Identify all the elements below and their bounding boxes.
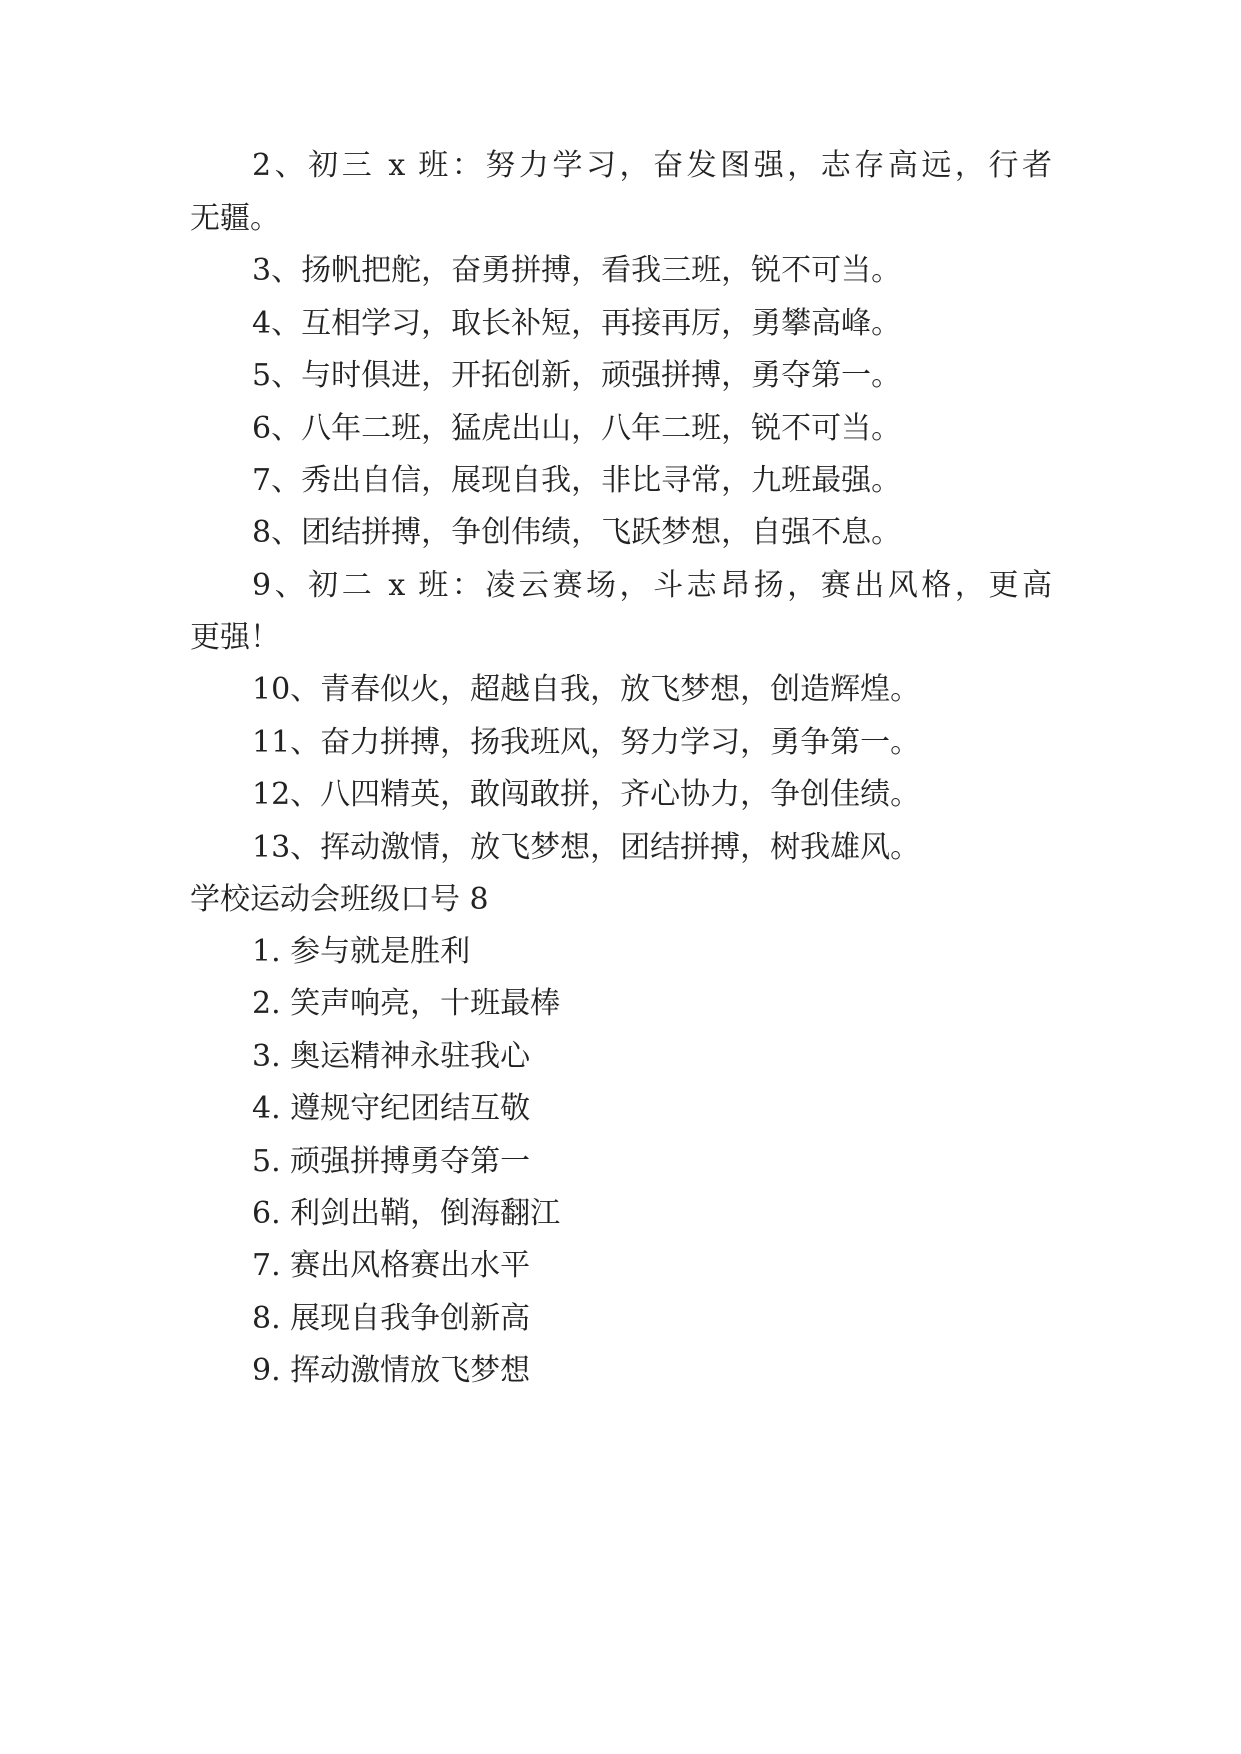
slogan-2-line-2: 无疆。 (190, 201, 280, 236)
slogan-3: 3、扬帆把舵，奋勇拼搏，看我三班，锐不可当。 (252, 253, 902, 288)
list-item: 9. 挥动激情放飞梦想 (252, 1353, 531, 1388)
slogan-10: 10、青春似火，超越自我，放飞梦想，创造辉煌。 (252, 672, 921, 707)
list-item: 2. 笑声响亮，十班最棒 (252, 986, 561, 1021)
list-item: 8. 展现自我争创新高 (252, 1301, 531, 1336)
slogan-9-line-2: 更强！ (190, 620, 280, 655)
section-heading: 学校运动会班级口号 8 (190, 882, 489, 917)
list-item: 3. 奥运精神永驻我心 (252, 1039, 531, 1074)
slogan-2-line-1: 2、初三 x 班：努力学习，奋发图强，志存高远，行者 (252, 148, 1052, 183)
list-item: 7. 赛出风格赛出水平 (252, 1248, 531, 1283)
slogan-9-line-1: 9、初二 x 班：凌云赛场，斗志昂扬，赛出风格，更高 (252, 568, 1052, 603)
slogan-12: 12、八四精英，敢闯敢拼，齐心协力，争创佳绩。 (252, 777, 921, 812)
slogan-5: 5、与时俱进，开拓创新，顽强拼搏，勇夺第一。 (252, 358, 902, 393)
slogan-6: 6、八年二班，猛虎出山，八年二班，锐不可当。 (252, 411, 902, 446)
slogan-11: 11、奋力拼搏，扬我班风，努力学习，勇争第一。 (252, 725, 921, 760)
list-item: 4. 遵规守纪团结互敬 (252, 1091, 531, 1126)
slogan-7: 7、秀出自信，展现自我，非比寻常，九班最强。 (252, 463, 902, 498)
list-item: 1. 参与就是胜利 (252, 934, 471, 969)
list-item: 6. 利剑出鞘，倒海翻江 (252, 1196, 561, 1231)
list-item: 5. 顽强拼搏勇夺第一 (252, 1144, 531, 1179)
slogan-8: 8、团结拼搏，争创伟绩，飞跃梦想，自强不息。 (252, 515, 902, 550)
slogan-4: 4、互相学习，取长补短，再接再厉，勇攀高峰。 (252, 306, 902, 341)
slogan-13: 13、挥动激情，放飞梦想，团结拼搏，树我雄风。 (252, 830, 921, 865)
